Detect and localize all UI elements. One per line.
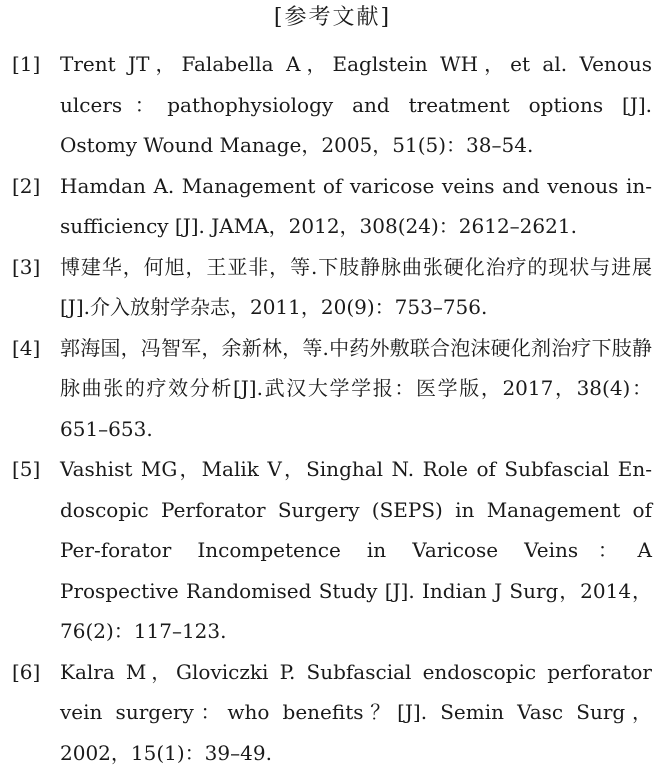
reference-item (12, 166, 652, 247)
reference-text: 博建华，何旭，王亚非，等.下肢静脉曲张硬化治疗的现状与进展[J].介入放射学杂志，2011，20(9)：753–756. (60, 255, 652, 320)
reference-text: Hamdan A. Management of varicose veins and venous in-sufficiency [J]. JAMA，2012，308(24)：2612–2621. (60, 174, 652, 239)
reference-number: [2] (12, 166, 56, 207)
reference-number: [3] (12, 247, 56, 288)
reference-text: Vashist MG，Malik V，Singhal N. Role of Subfascial En-doscopic Perforator Surgery (SEPS) in Management of Per-forator Incompetence in Varicose Veins：A Prospective Randomised Study [J]. Indian J Surg，2014，76(2)：117–123. (60, 457, 652, 643)
reference-number: [1] (12, 44, 56, 85)
reference-text: 郭海国，冯智军，余新林，等.中药外敷联合泡沫硬化剂治疗下肢静脉曲张的疗效分析[J].武汉大学学报：医学版，2017，38(4)：651–653. (60, 336, 652, 441)
reference-text: Trent JT，Falabella A，Eaglstein WH，et al. Venous ulcers：pathophysiology and treatment options [J]. Ostomy Wound Manage，2005，51(5)：38–54. (60, 52, 652, 157)
reference-number: [4] (12, 328, 56, 369)
reference-list (12, 44, 652, 773)
reference-item (12, 652, 652, 773)
reference-number: [6] (12, 652, 56, 693)
reference-number: [5] (12, 449, 56, 490)
reference-text: Kalra M，Gloviczki P. Subfascial endoscopic perforator vein surgery：who benefits？[J]. Semin Vasc Surg，2002，15(1)：39–49. (60, 660, 652, 765)
reference-item (12, 449, 652, 652)
references-heading: [参考文献] (0, 2, 665, 34)
reference-item (12, 247, 652, 328)
reference-item (12, 328, 652, 450)
reference-item (12, 44, 652, 166)
